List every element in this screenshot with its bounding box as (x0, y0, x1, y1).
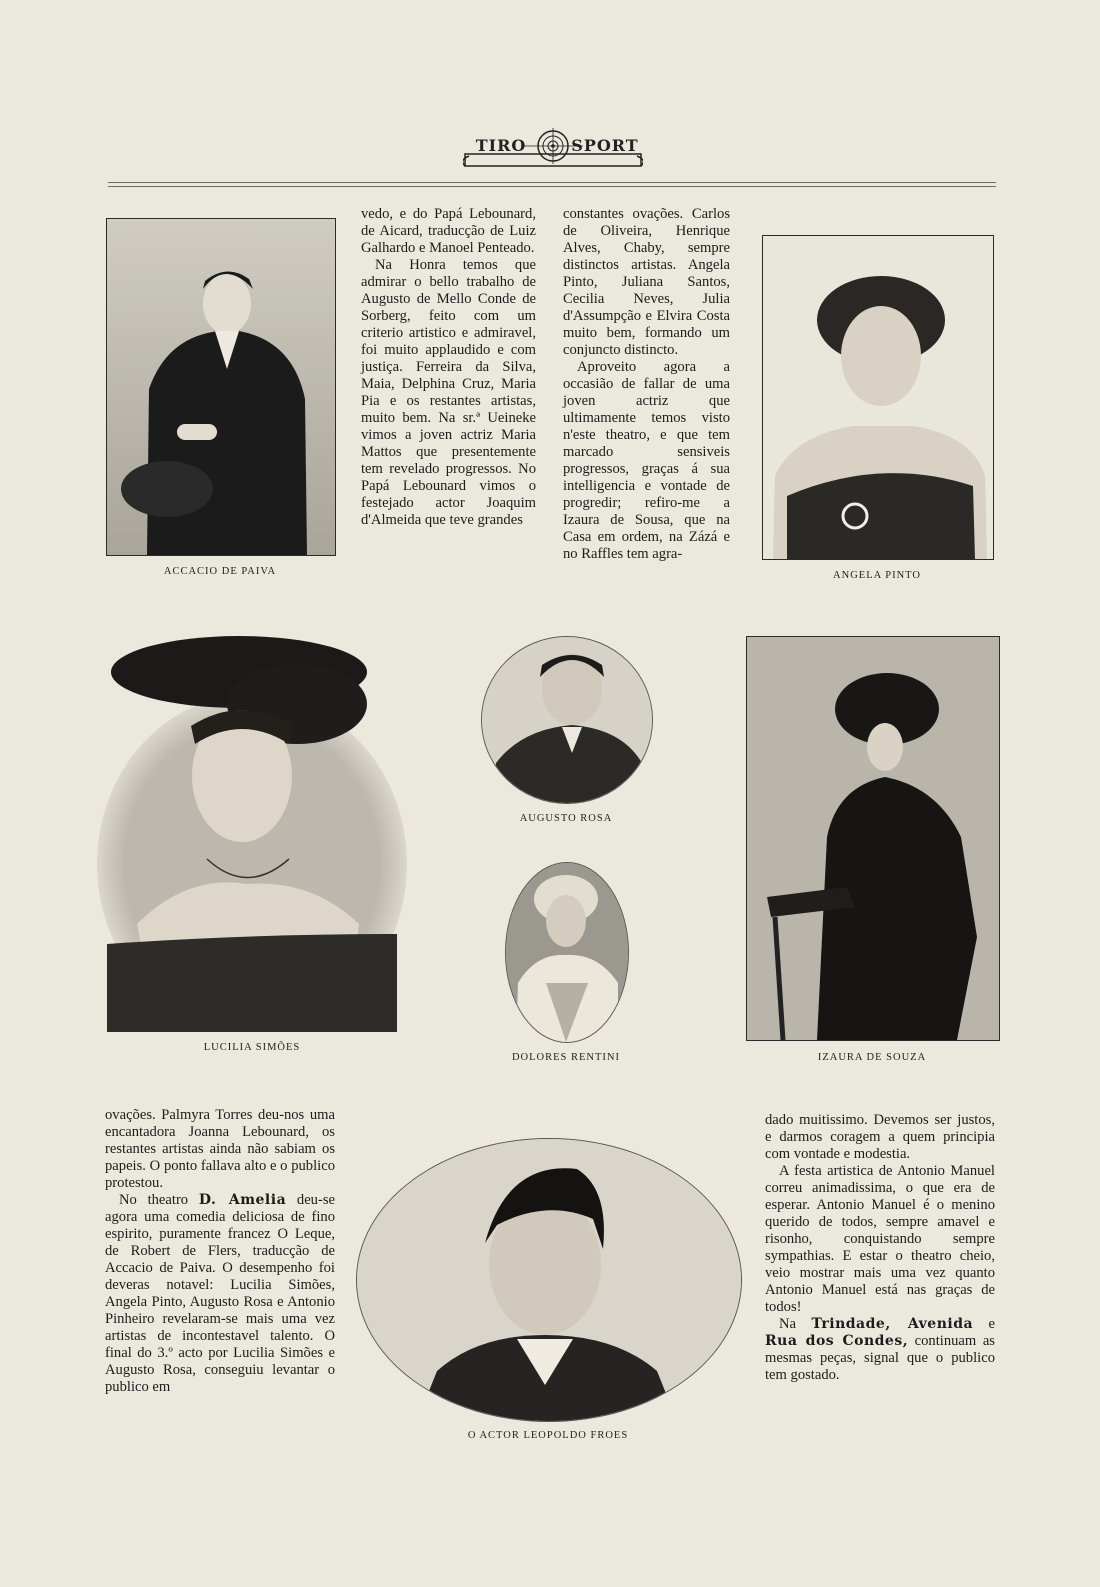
text-run: No theatro (119, 1192, 189, 1208)
theatre-name-dona-amelia: D. Amelia (198, 1192, 287, 1208)
masthead-logo (463, 126, 643, 174)
paragraph: A festa artistica de Antonio Manuel correu animadissima, o que era de esperar. Antonio Manuel é o menino querido de todos, sempre amavel e risonho, conquistando sempre sympathias. E estar o theatro cheio, veio mostrar mais uma vez quanto Antonio Manuel está nas graças de todos! (765, 1163, 995, 1315)
paragraph: Na Honra temos que admirar o bello trabalho de Augusto de Mello Conde de Sorberg, feito com um criterio artistico e admiravel, foi muito applaudido e com justiça. Ferreira da Silva, Maia, Delphina Cruz, Maria Pia e os restantes artistas, muito bem. Na sr.ª Ueineke vimos a joven actriz Maria Mattos que presentemente tem revelado progressos. No Papá Lebounard vimos o festejado actor Joaquim d'Almeida que teve grandes (361, 257, 536, 528)
dolores-rentini-photo (505, 862, 629, 1043)
paragraph (765, 1316, 995, 1384)
header-rule (108, 182, 996, 183)
accacio-de-paiva-photo (106, 218, 336, 556)
text-run: continuam as mesmas peças, signal que o publico tem gostado. (765, 1333, 995, 1383)
column-bottom-right (765, 1112, 995, 1384)
leopoldo-froes-photo (356, 1138, 742, 1422)
augusto-rosa-photo (481, 636, 653, 804)
svg-text:TIRO: TIRO (475, 136, 527, 155)
paragraph (105, 1192, 335, 1396)
svg-text:SPORT: SPORT (571, 136, 639, 155)
column-top-2 (563, 206, 730, 563)
angela-pinto-photo (762, 235, 994, 560)
caption-angela: ANGELA PINTO (833, 570, 921, 581)
paragraph: Aproveito agora a occasião de fallar de uma joven actriz que ultimamente temos visto n'este theatro, e que tem marcado sensiveis progressos, graças á sua intelligencia e vontade de progredir; refiro-me a Izaura de Sousa, que na Casa em ordem, na Zázá e no Raffles tem agra- (563, 359, 730, 562)
paragraph: ovações. Palmyra Torres deu-nos uma encantadora Joanna Lebounard, os restantes artistas ainda não sabiam os papeis. O ponto fallava alto e o publico protestou. (105, 1107, 335, 1191)
theatre-names-trindade-avenida: Trindade, Avenida (811, 1316, 974, 1332)
caption-leopoldo: O ACTOR LEOPOLDO FROES (467, 1430, 629, 1441)
text-run: Na (779, 1316, 797, 1332)
column-bottom-left (105, 1107, 335, 1396)
lucilia-simoes-photo (97, 634, 407, 1032)
theatre-name-rua-dos-condes: Rua dos Condes, (765, 1333, 909, 1349)
paragraph: vedo, e do Papá Lebounard, de Aicard, traducção de Luiz Galhardo e Manoel Penteado. (361, 206, 536, 256)
paragraph: constantes ovações. Carlos de Oliveira, Henrique Alves, Chaby, sempre distinctos artistas. Angela Pinto, Juliana Santos, Cecilia Neves, Julia d'Assumpção e Elvira Costa muito bem, formando um conjuncto distincto. (563, 206, 730, 358)
text-run: deu-se agora uma comedia deliciosa de fino espirito, puramente francez O Leque, de Robert de Flers, traducção de Accacio de Paiva. O desempenho foi deveras notavel: Lucilia Simões, Angela Pinto, Augusto Rosa e Antonio Pinheiro revelaram-se mais uma vez artistas de incontestavel talento. O final do 3.º acto por Lucilia Simões e Augusto Rosa, conseguiu levantar o publico em (105, 1192, 335, 1395)
caption-accacio: ACCACIO DE PAIVA (163, 566, 277, 577)
caption-lucilia: LUCILIA SIMÕES (203, 1042, 301, 1053)
column-top-1 (361, 206, 536, 529)
izaura-de-souza-photo (746, 636, 1000, 1041)
text-run: e (988, 1316, 995, 1332)
caption-dolores: DOLORES RENTINI (511, 1052, 621, 1063)
header-rule-secondary (108, 186, 996, 187)
caption-augusto: AUGUSTO ROSA (519, 813, 613, 824)
caption-izaura: IZAURA DE SOUZA (817, 1052, 927, 1063)
paragraph: dado muitissimo. Devemos ser justos, e darmos coragem a quem principia com vontade e modestia. (765, 1112, 995, 1162)
